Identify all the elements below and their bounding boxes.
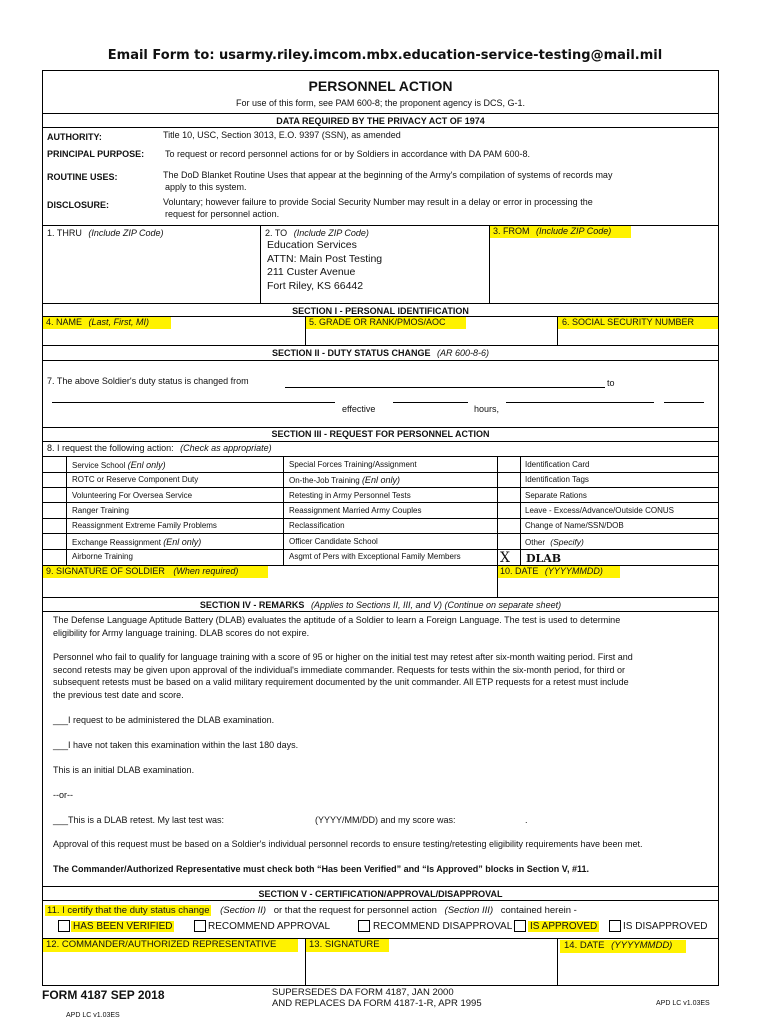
- version-right: APD LC v1.03ES: [656, 1000, 710, 1007]
- effective-date-line[interactable]: [393, 402, 468, 403]
- form-subtitle: For use of this form, see PAM 600-8; the proponent agency is DCS, G-1.: [236, 98, 525, 108]
- item8-hint: (Check as appropriate): [180, 443, 272, 453]
- item8-row: [47, 443, 272, 453]
- item11-hint1: (Section II): [220, 905, 267, 916]
- to-address-line: Fort Riley, KS 66442: [267, 279, 364, 292]
- action-reclassification[interactable]: Reclassification: [289, 521, 345, 530]
- remark-line: subsequent retests must be based on a valid military requirement documented by the unit commander. All ETP requests for a retest must include: [53, 677, 629, 687]
- action-airborne[interactable]: Airborne Training: [72, 552, 133, 561]
- purpose-text: To request or record personnel actions for or by Soldiers in accordance with DA PAM 600-8.: [165, 149, 531, 159]
- extra-line[interactable]: [664, 402, 704, 403]
- remark-line: second retests may be given upon approval of the individual's immediate commander. Requests for tests within the six-month period, for third or: [53, 665, 626, 675]
- item8-text: 8. I request the following action:: [47, 443, 174, 453]
- from-status-line[interactable]: [285, 387, 605, 388]
- hours-line[interactable]: [506, 402, 654, 403]
- authority-label: AUTHORITY:: [47, 132, 102, 142]
- divider: [42, 441, 719, 442]
- form-id: FORM 4187 SEP 2018: [42, 988, 165, 1002]
- approved-checkbox[interactable]: [514, 920, 526, 932]
- ssn-field[interactable]: 6. SOCIAL SECURITY NUMBER: [558, 317, 718, 329]
- rec-disapproval-checkbox[interactable]: [358, 920, 370, 932]
- sig-label: 9. SIGNATURE OF SOLDIER: [46, 566, 165, 576]
- purpose-label: PRINCIPAL PURPOSE:: [47, 149, 145, 159]
- date-label-10: 10. DATE: [500, 566, 539, 576]
- section2-heading-row: [42, 348, 719, 358]
- section4-hint: (Applies to Sections II, III, and V) (Continue on separate sheet): [310, 600, 562, 610]
- form-title: PERSONNEL ACTION: [308, 78, 453, 94]
- approved-label: IS APPROVED: [530, 921, 598, 932]
- supersedes-2: AND REPLACES DA FORM 4187-1-R, APR 1995: [272, 998, 482, 1009]
- disclosure-text-2: request for personnel action.: [165, 209, 280, 219]
- action-ranger[interactable]: Ranger Training: [72, 506, 129, 515]
- section2-hint: (AR 600-8-6): [437, 348, 490, 358]
- divider: [42, 597, 719, 598]
- action-id-tags[interactable]: Identification Tags: [525, 475, 589, 484]
- action-exchange[interactable]: Exchange Reassignment (Enl only): [72, 537, 202, 547]
- action-married-couples[interactable]: Reassignment Married Army Couples: [289, 506, 422, 515]
- action-separate-rations[interactable]: Separate Rations: [525, 491, 587, 500]
- action-name-change[interactable]: Change of Name/SSN/DOB: [525, 521, 624, 530]
- item11-mid: or that the request for personnel action: [273, 905, 437, 916]
- routine-label: ROUTINE USES:: [47, 172, 118, 182]
- to-address-line: 211 Custer Avenue: [267, 266, 356, 278]
- approval-date-field[interactable]: [560, 940, 686, 953]
- to-address-line: Education Services: [267, 239, 357, 251]
- signature-field[interactable]: 13. SIGNATURE: [306, 939, 389, 952]
- divider: [42, 611, 719, 612]
- item11-row: [45, 905, 577, 916]
- divider: [42, 113, 719, 114]
- remark-line: Personnel who fail to qualify for language training with a score of 95 or higher on the initial test may retest after six-month waiting period. First and: [53, 652, 633, 662]
- action-ojt[interactable]: On-the-Job Training (Enl only): [289, 475, 400, 485]
- divider: [42, 345, 719, 346]
- thru-hint: (Include ZIP Code): [88, 228, 164, 238]
- hours-word: hours,: [474, 404, 500, 414]
- name-label: 4. NAME: [46, 317, 83, 327]
- action-rotc[interactable]: ROTC or Reserve Component Duty: [72, 475, 199, 484]
- soldier-signature-field[interactable]: [43, 566, 268, 578]
- action-service-school[interactable]: Service School (Enl only): [72, 460, 166, 470]
- to-address-line: ATTN: Main Post Testing: [267, 252, 383, 265]
- remark-option-not-taken: ___I have not taken this examination within the last 180 days.: [53, 740, 299, 750]
- section4-heading: SECTION IV - REMARKS: [199, 600, 305, 610]
- verified-label: HAS BEEN VERIFIED: [73, 921, 173, 932]
- to-status-line[interactable]: [52, 402, 335, 403]
- authority-text: Title 10, USC, Section 3013, E.O. 9397 (SSN), as amended: [163, 130, 401, 140]
- disclosure-label: DISCLOSURE:: [47, 200, 110, 210]
- version-left: APD LC v1.03ES: [66, 1012, 120, 1019]
- rec-disapproval-label: RECOMMEND DISAPPROVAL: [373, 921, 513, 932]
- action-ocs[interactable]: Officer Candidate School: [289, 537, 378, 546]
- routine-text-1: The DoD Blanket Routine Uses that appear at the beginning of the Army's compilation of systems of records may: [163, 170, 613, 180]
- item11-text: 11. I certify that the duty status change: [47, 905, 210, 916]
- privacy-heading: DATA REQUIRED BY THE PRIVACY ACT OF 1974: [276, 116, 485, 126]
- section1-heading: SECTION I - PERSONAL IDENTIFICATION: [292, 306, 469, 316]
- action-other[interactable]: Other (Specify): [525, 537, 584, 547]
- remark-retest-end: .: [525, 815, 528, 825]
- remark-option-initial: This is an initial DLAB examination.: [53, 765, 195, 775]
- other-checkmark[interactable]: X: [500, 550, 510, 566]
- remark-commander: The Commander/Authorized Representative must check both “Has been Verified” and “Is Approved” blocks in Section V, #11.: [53, 864, 589, 874]
- verified-checkbox[interactable]: [58, 920, 70, 932]
- remark-approval: Approval of this request must be based on a Soldier's individual personnel records to ensure testing/retesting eligibility requirements have been met.: [53, 839, 643, 849]
- from-field[interactable]: [490, 226, 631, 238]
- from-label: 3. FROM: [493, 226, 530, 236]
- supersedes-1: SUPERSEDES DA FORM 4187, JAN 2000: [272, 987, 454, 998]
- divider: [42, 303, 719, 304]
- effective-word: effective: [342, 404, 376, 414]
- name-field[interactable]: [43, 317, 171, 329]
- thru-field[interactable]: [47, 228, 164, 238]
- action-leave[interactable]: Leave - Excess/Advance/Outside CONUS: [525, 506, 674, 515]
- divider: [42, 886, 719, 887]
- commander-field[interactable]: 12. COMMANDER/AUTHORIZED REPRESENTATIVE: [43, 939, 298, 952]
- divider: [260, 225, 261, 303]
- disapproved-checkbox[interactable]: [609, 920, 621, 932]
- rec-approval-label: RECOMMEND APPROVAL: [208, 921, 331, 932]
- routine-text-2: apply to this system.: [165, 182, 247, 192]
- divider: [42, 427, 719, 428]
- action-oversea[interactable]: Volunteering For Oversea Service: [72, 491, 193, 500]
- remark-option-retest: ___This is a DLAB retest. My last test was:: [53, 815, 225, 825]
- item11-end: contained herein -: [500, 905, 577, 916]
- soldier-date-field[interactable]: [498, 566, 620, 578]
- action-special-forces[interactable]: Special Forces Training/Assignment: [289, 460, 417, 469]
- date-label-14: 14. DATE: [564, 940, 605, 951]
- other-specify-value[interactable]: DLAB: [526, 552, 562, 565]
- section3-heading: SECTION III - REQUEST FOR PERSONNEL ACTION: [271, 429, 490, 439]
- remark-line: The Defense Language Aptitude Battery (DLAB) evaluates the aptitude of a Soldier to learn a Foreign Language. The test is used to determine: [53, 615, 621, 625]
- from-hint: (Include ZIP Code): [536, 226, 612, 236]
- email-instruction: Email Form to: usarmy.riley.imcom.mbx.education-service-testing@mail.mil: [107, 48, 663, 63]
- remark-option-administer: ___I request to be administered the DLAB examination.: [53, 715, 275, 725]
- to-word: to: [607, 378, 615, 388]
- name-hint: (Last, First, MI): [88, 317, 150, 327]
- section5-heading: SECTION V - CERTIFICATION/APPROVAL/DISAPPROVAL: [258, 889, 503, 899]
- item11-hint2: (Section III): [444, 905, 494, 916]
- disapproved-label: IS DISAPPROVED: [623, 921, 708, 932]
- item7-text: 7. The above Soldier's duty status is changed from: [47, 376, 249, 386]
- action-id-card[interactable]: Identification Card: [525, 460, 590, 469]
- action-extreme-family[interactable]: Reassignment Extreme Family Problems: [72, 521, 217, 530]
- to-label: 2. TO: [265, 228, 288, 238]
- divider: [557, 938, 558, 986]
- section2-heading: SECTION II - DUTY STATUS CHANGE: [271, 348, 431, 358]
- date-hint-14: (YYYYMMDD): [611, 940, 673, 951]
- remark-line: eligibility for Army language training. DLAB scores do not expire.: [53, 628, 310, 638]
- date-hint-10: (YYYYMMDD): [544, 566, 603, 576]
- divider: [42, 127, 719, 128]
- divider: [42, 900, 719, 901]
- thru-label: 1. THRU: [47, 228, 82, 238]
- section4-heading-row: [42, 600, 719, 610]
- remark-or: --or--: [53, 790, 73, 800]
- disclosure-text-1: Voluntary; however failure to provide Social Security Number may result in a delay or error in processing the: [163, 197, 593, 207]
- grade-field[interactable]: 5. GRADE OR RANK/PMOS/AOC: [306, 317, 466, 329]
- action-efmp[interactable]: Asgmt of Pers with Exceptional Family Members: [289, 552, 461, 561]
- rec-approval-checkbox[interactable]: [194, 920, 206, 932]
- remark-line: the previous test date and score.: [53, 690, 184, 700]
- divider: [42, 360, 719, 361]
- remark-retest-score: (YYYY/MM/DD) and my score was:: [315, 815, 456, 825]
- sig-hint: (When required): [173, 566, 239, 576]
- to-address[interactable]: [267, 239, 382, 293]
- to-hint: (Include ZIP Code): [293, 228, 369, 238]
- action-retesting[interactable]: Retesting in Army Personnel Tests: [289, 491, 411, 500]
- to-field-label: [265, 228, 369, 238]
